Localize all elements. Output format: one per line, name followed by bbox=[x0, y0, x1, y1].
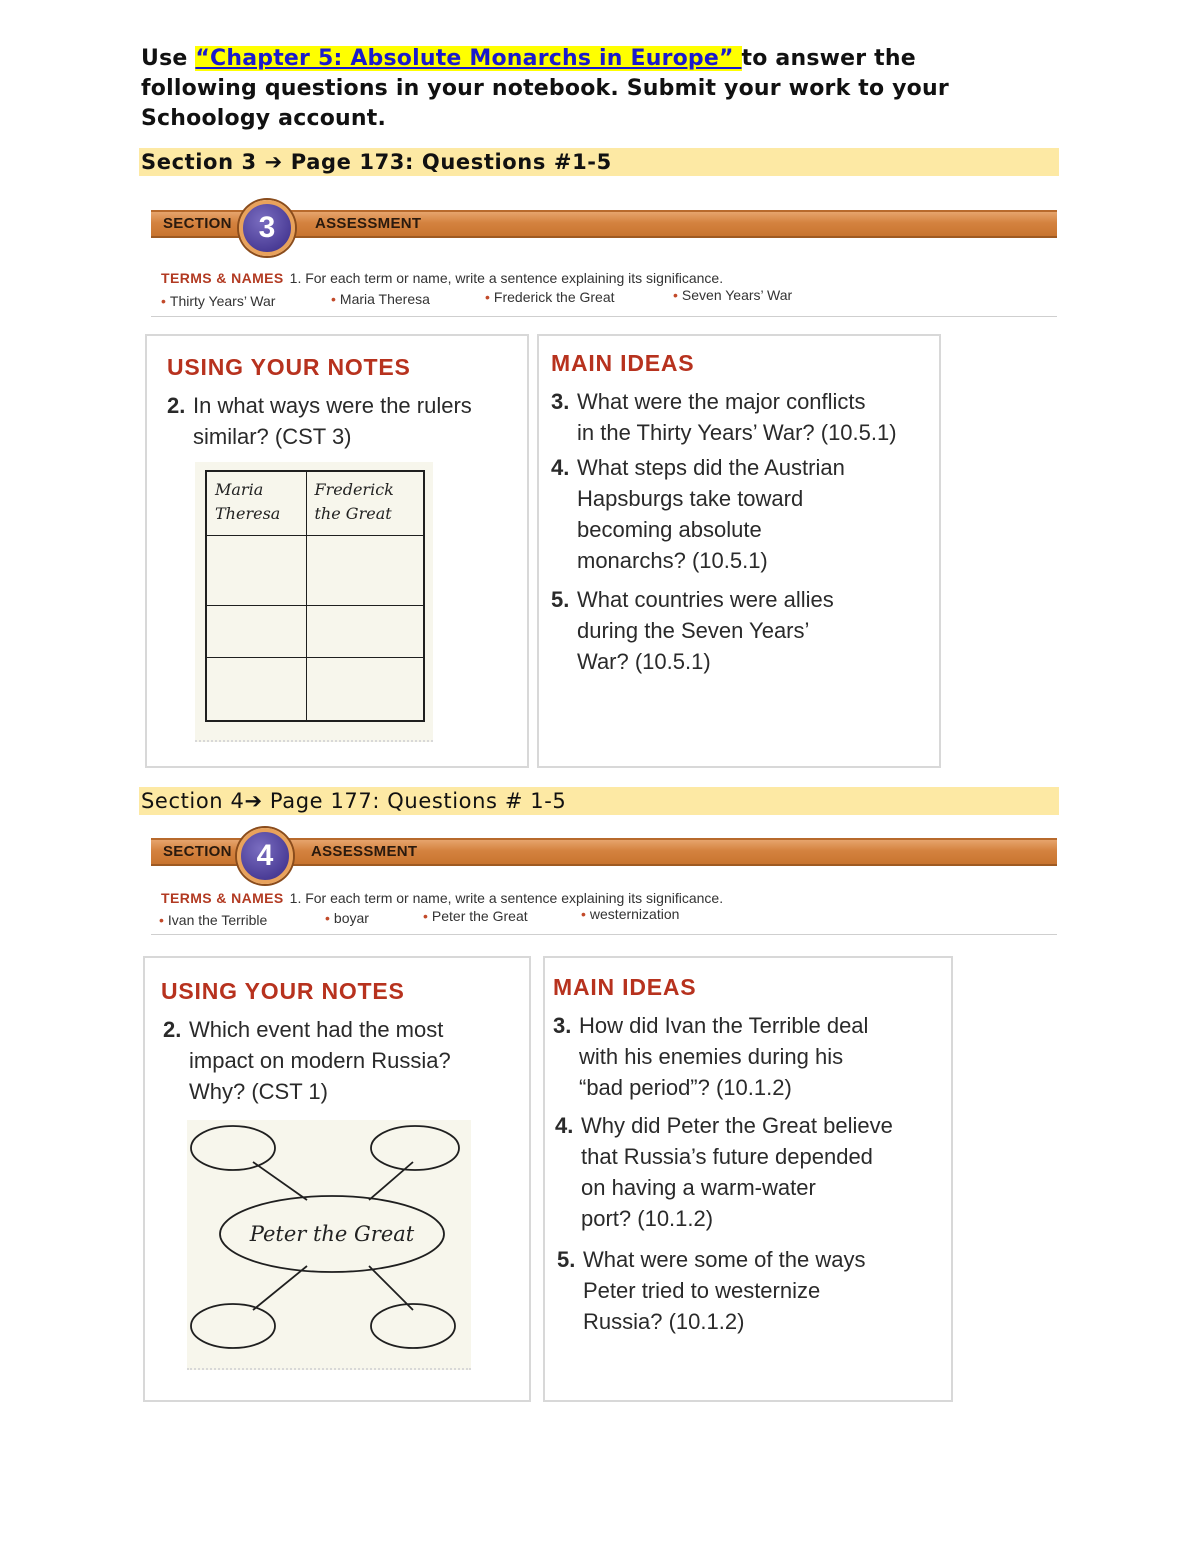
section-3-bar bbox=[139, 148, 1059, 176]
section-4-badge: 4 bbox=[237, 828, 293, 884]
bullet-icon: • bbox=[423, 908, 428, 924]
web-node-top-left bbox=[191, 1126, 275, 1170]
section-3-question-5: 5. What countries were allies during the Seven Years’ War? (10.5.1) bbox=[551, 587, 834, 674]
instructions-line-1-rest: to answer the bbox=[741, 46, 916, 71]
section-4-terms-prompt bbox=[161, 890, 723, 906]
instructions-line-3: Schoology account. bbox=[141, 106, 387, 131]
section-4-question-4: 4. Why did Peter the Great believe that Russia’s future depended on having a warm-water port? (10.1.2) bbox=[555, 1113, 893, 1231]
section-4-bar bbox=[139, 787, 1059, 815]
section-3-divider bbox=[151, 316, 1057, 317]
section-4-terms-label: TERMS & NAMES bbox=[161, 890, 284, 906]
web-connector bbox=[369, 1162, 413, 1200]
section-4-main-ideas-panel bbox=[543, 956, 953, 1402]
section-3-bar-text: Section 3 ➔ Page 173: Questions #1-5 bbox=[141, 150, 612, 174]
section-4-main-heading: MAIN IDEAS bbox=[553, 974, 697, 1000]
section-4-term-2: • boyar bbox=[325, 910, 369, 926]
section-4-assessment-image bbox=[145, 826, 1059, 1406]
section-3-notes-heading: USING YOUR NOTES bbox=[167, 354, 411, 380]
table-cell bbox=[306, 535, 424, 605]
bullet-icon: • bbox=[159, 912, 164, 928]
section-3-badge: 3 bbox=[239, 200, 295, 256]
section-3-terms-label: TERMS & NAMES bbox=[161, 270, 284, 286]
web-node-bottom-left bbox=[191, 1304, 275, 1348]
bullet-icon: • bbox=[485, 289, 490, 305]
section-3-term-2: • Maria Theresa bbox=[331, 291, 430, 307]
section-4-term-3: • Peter the Great bbox=[423, 908, 528, 924]
table-header-frederick: Frederick the Great bbox=[306, 471, 424, 535]
section-3-assessment-image bbox=[145, 196, 1059, 776]
section-3-main-ideas-panel bbox=[537, 334, 941, 768]
section-4-term-4: • westernization bbox=[581, 906, 680, 922]
table-header-maria-theresa: Maria Theresa bbox=[206, 471, 306, 535]
instructions-line-1 bbox=[141, 44, 1041, 74]
web-connector bbox=[253, 1266, 307, 1310]
section-3-notes-panel bbox=[145, 334, 529, 768]
bullet-icon: • bbox=[325, 910, 330, 926]
table-cell bbox=[206, 535, 306, 605]
section-4-bar-text: Section 4➔ Page 177: Questions # 1-5 bbox=[141, 789, 567, 813]
section-4-banner-right: ASSESSMENT bbox=[311, 843, 418, 860]
bullet-icon: • bbox=[161, 293, 166, 309]
section-3-question-4: 4. What steps did the Austrian Hapsburgs take toward becoming absolute monarchs? (10.5.1) bbox=[551, 455, 845, 573]
web-center-label: Peter the Great bbox=[249, 1222, 415, 1246]
table-cell bbox=[306, 657, 424, 721]
section-3-question-3: 3. What were the major conflicts in the Thirty Years’ War? (10.5.1) bbox=[551, 389, 897, 445]
section-3-q2-number: 2. bbox=[167, 393, 186, 418]
web-node-bottom-right bbox=[371, 1304, 455, 1348]
section-3-term-1: • Thirty Years’ War bbox=[161, 293, 276, 309]
bullet-icon: • bbox=[673, 287, 678, 303]
section-4-term-1: • Ivan the Terrible bbox=[159, 912, 268, 928]
table-cell bbox=[306, 605, 424, 657]
section-4-question-3: 3. How did Ivan the Terrible deal with his enemies during his “bad period”? (10.1.2) bbox=[553, 1013, 869, 1100]
section-4-banner-left: SECTION bbox=[163, 843, 232, 860]
bullet-icon: • bbox=[581, 906, 586, 922]
instructions bbox=[141, 44, 1041, 134]
section-4-question-2: 2. Which event had the most impact on modern Russia? Why? (CST 1) bbox=[163, 1014, 451, 1107]
section-4-question-5: 5. What were some of the ways Peter tried to westernize Russia? (10.1.2) bbox=[557, 1247, 866, 1334]
web-node-top-right bbox=[371, 1126, 459, 1170]
section-4-terms-instruction: 1. For each term or name, write a sentence explaining its significance. bbox=[289, 890, 724, 906]
table-cell bbox=[206, 605, 306, 657]
instructions-line-2: following questions in your notebook. Submit your work to your bbox=[141, 76, 949, 101]
section-3-term-4: • Seven Years’ War bbox=[673, 287, 793, 303]
section-3-banner-left: SECTION bbox=[163, 215, 232, 232]
chapter-link[interactable]: “Chapter 5: Absolute Monarchs in Europe” bbox=[195, 46, 742, 71]
section-3-term-3: • Frederick the Great bbox=[485, 289, 615, 305]
section-4-q2-number: 2. bbox=[163, 1017, 182, 1042]
section-3-terms-instruction: 1. For each term or name, write a sentence explaining its significance. bbox=[289, 270, 724, 286]
web-connector bbox=[253, 1162, 307, 1200]
section-4-notes-panel bbox=[143, 956, 531, 1402]
section-4-idea-web bbox=[187, 1120, 471, 1370]
section-3-main-heading: MAIN IDEAS bbox=[551, 350, 695, 376]
section-3-notes-table bbox=[205, 470, 425, 722]
instructions-prefix: Use bbox=[141, 46, 196, 71]
section-3-terms-prompt bbox=[161, 270, 723, 286]
section-3-banner-right: ASSESSMENT bbox=[315, 215, 422, 232]
bullet-icon: • bbox=[331, 291, 336, 307]
section-3-question-2: 2. In what ways were the rulers similar? (CST 3) bbox=[167, 390, 472, 452]
section-4-notes-heading: USING YOUR NOTES bbox=[161, 978, 405, 1004]
section-4-divider bbox=[151, 934, 1057, 935]
table-cell bbox=[206, 657, 306, 721]
